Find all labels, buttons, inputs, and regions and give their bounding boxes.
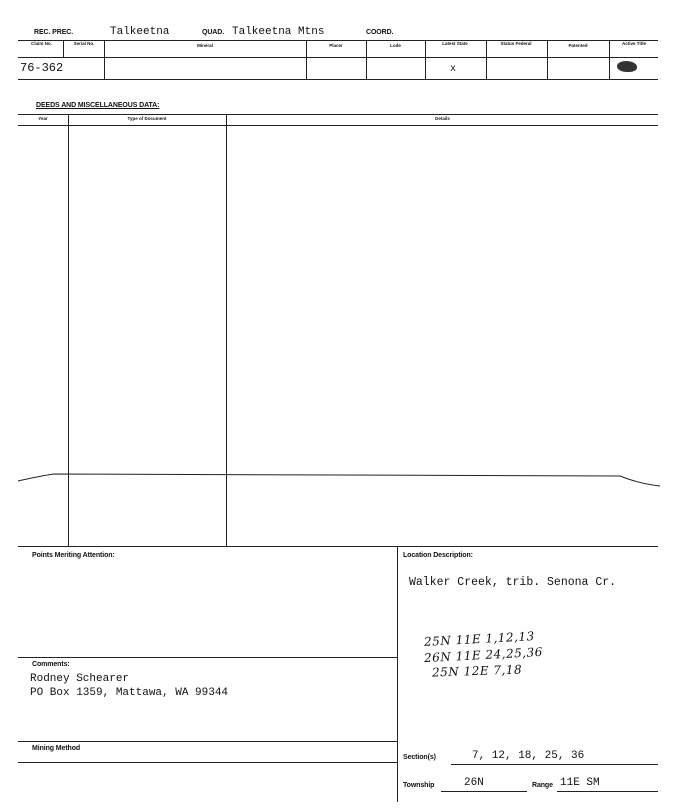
range-value: 11E SM — [560, 777, 600, 789]
location-hand-line-3: 25N 12E 7,18 — [431, 662, 523, 680]
section-underline — [451, 764, 658, 765]
active-title-smudge-icon — [617, 61, 637, 72]
rec-prec-label: REC. PREC. — [34, 29, 74, 36]
township-value: 26N — [464, 777, 484, 789]
deeds-col-year: Year — [38, 116, 48, 121]
mining-line — [18, 762, 397, 763]
mining-method-label: Mining Method — [32, 745, 81, 752]
comments-line-2: PO Box 1359, Mattawa, WA 99344 — [30, 687, 229, 699]
deeds-col-details: Details — [435, 116, 450, 121]
points-label: Points Meriting Attention: — [32, 552, 115, 559]
coord-label: COORD. — [366, 29, 394, 36]
section-label: Section(s) — [403, 754, 436, 761]
deeds-header-line — [18, 125, 658, 126]
col-sep — [486, 40, 487, 79]
section-value: 7, 12, 18, 25, 36 — [472, 750, 585, 762]
col-header-claim-no: Claim No. — [31, 41, 52, 46]
col-header-placer: Placer — [329, 43, 343, 48]
comments-label: Comments: — [32, 661, 70, 668]
deeds-col-type: Type of Document — [127, 116, 167, 121]
col-sep — [425, 40, 426, 79]
col-header-patented: Patented — [568, 43, 588, 48]
township-label: Township — [403, 782, 435, 789]
lower-divider — [397, 546, 398, 802]
col-header-mineral: Mineral — [197, 43, 213, 48]
location-label: Location Description: — [403, 552, 473, 559]
col-header-status-federal: Status Federal — [500, 41, 532, 46]
location-text: Walker Creek, trib. Senona Cr. — [409, 576, 617, 589]
range-underline — [557, 791, 658, 792]
header-table-top-line — [18, 40, 658, 41]
rec-prec-value: Talkeetna — [110, 26, 170, 38]
comments-line-1: Rodney Schearer — [30, 673, 130, 685]
comments-bottom-line — [18, 741, 397, 742]
latest-state-mark: x — [450, 64, 457, 75]
deeds-title: DEEDS AND MISCELLANEOUS DATA: — [36, 102, 160, 109]
claim-no-value: 76-362 — [20, 61, 64, 75]
quad-label: QUAD. — [202, 29, 225, 36]
deeds-top-line — [18, 114, 658, 115]
range-label: Range — [532, 782, 553, 789]
col-header-lode: Lode — [390, 43, 401, 48]
col-header-serial-no: Serial No. — [73, 41, 95, 46]
col-header-latest-state: Latest State — [442, 41, 468, 46]
header-table-mid-line — [18, 57, 658, 58]
points-bottom-line — [18, 657, 397, 658]
location-hand-line-1: 25N 11E 1,12,13 — [423, 629, 536, 649]
quad-value: Talkeetna Mtns — [232, 26, 325, 38]
deeds-bottom-line — [18, 546, 658, 547]
col-sep — [609, 40, 610, 79]
header-table-bottom-line — [18, 79, 658, 80]
page-curl-line — [0, 466, 678, 496]
col-header-active-title: Active Title — [622, 41, 646, 46]
location-hand-line-2: 26N 11E 24,25,36 — [423, 644, 544, 666]
township-underline — [441, 791, 527, 792]
